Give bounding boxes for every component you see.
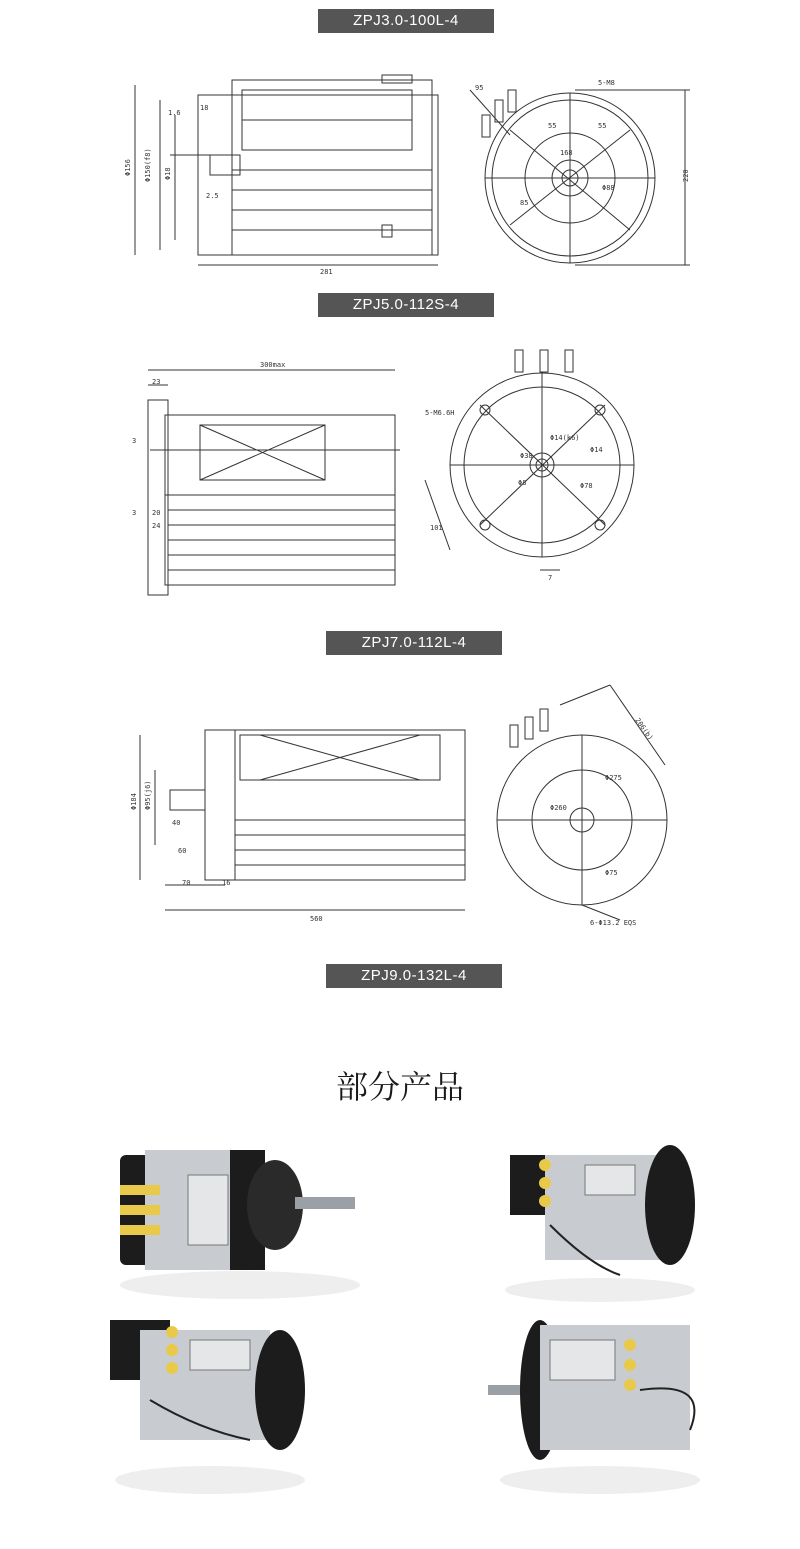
dim-side-top: 300max <box>260 361 286 369</box>
dim-end-hole: 5-M6.6H <box>425 409 455 417</box>
dim-side-dia2: Φ95(j6) <box>144 780 152 810</box>
dim-side-d: 16 <box>222 879 231 887</box>
dim-end-top: 206(b) <box>633 716 655 742</box>
motor-photo-3 <box>100 1310 320 1500</box>
dim-side-a: 23 <box>152 378 161 386</box>
motor-photo-2 <box>490 1135 710 1305</box>
dim-side-b: 60 <box>178 847 187 855</box>
motor-photo-1 <box>100 1135 380 1305</box>
dim-side-dia: Φ184 <box>130 793 138 810</box>
dim-end-c: 85 <box>520 199 529 207</box>
dim-end-dia: Φ260 <box>550 804 567 812</box>
dim-end-dia5: Φ14 <box>590 446 603 454</box>
drawing-zpj7-0-112l-4 <box>120 675 700 930</box>
dim-end-hole: 5-M8 <box>598 79 615 87</box>
dim-side-step: 18 <box>200 104 209 112</box>
drawing-zpj5-0-112s-4 <box>120 340 700 602</box>
dim-side-b: 3 <box>132 437 137 445</box>
dim-side-small: 2.5 <box>206 192 219 200</box>
drawing-zpj3-0-100l-4 <box>120 60 700 280</box>
dim-side-shaft: Φ18 <box>164 167 172 180</box>
model-title: ZPJ9.0-132L-4 <box>326 964 502 988</box>
products-heading: 部分产品 <box>335 1068 464 1106</box>
dim-end-hole: 6-Φ13.2 EQS <box>590 919 637 927</box>
dim-end-b: 55 <box>598 122 607 130</box>
dim-roughness: 1.6 <box>168 109 181 117</box>
dim-end-height: 220 <box>682 169 690 182</box>
dim-end-d: 95 <box>475 84 484 92</box>
dim-end-dia2: Φ78 <box>580 482 593 490</box>
dim-end-side: 101 <box>430 524 443 532</box>
dim-side-c: 70 <box>182 879 191 887</box>
dim-end-dia3: Φ38 <box>520 452 533 460</box>
dim-end-bolt-circle: Φ88 <box>602 184 615 192</box>
dim-side-c: 20 <box>152 509 161 517</box>
dim-end-dia1: Φ14(k6) <box>550 434 580 442</box>
motor-photo-4 <box>480 1310 720 1500</box>
dim-side-e: 24 <box>152 522 161 530</box>
dim-side-d: 3 <box>132 509 137 517</box>
dim-end-e: 168 <box>560 149 573 157</box>
dim-side-bottom: 281 <box>320 268 333 276</box>
dim-side-inner: Φ150(f8) <box>144 148 152 182</box>
dim-end-a: 55 <box>548 122 557 130</box>
model-title: ZPJ5.0-112S-4 <box>318 293 494 317</box>
dim-end-bottom: 7 <box>548 574 553 582</box>
dim-side-bottom: 560 <box>310 915 323 923</box>
dim-end-dia2: Φ275 <box>605 774 622 782</box>
model-title: ZPJ3.0-100L-4 <box>318 9 494 33</box>
dim-side-a: 40 <box>172 819 181 827</box>
dim-end-small: Φ75 <box>605 869 618 877</box>
model-title: ZPJ7.0-112L-4 <box>326 631 502 655</box>
dim-side-outer: Φ156 <box>124 159 132 176</box>
dim-end-dia4: Φ8 <box>518 479 527 487</box>
